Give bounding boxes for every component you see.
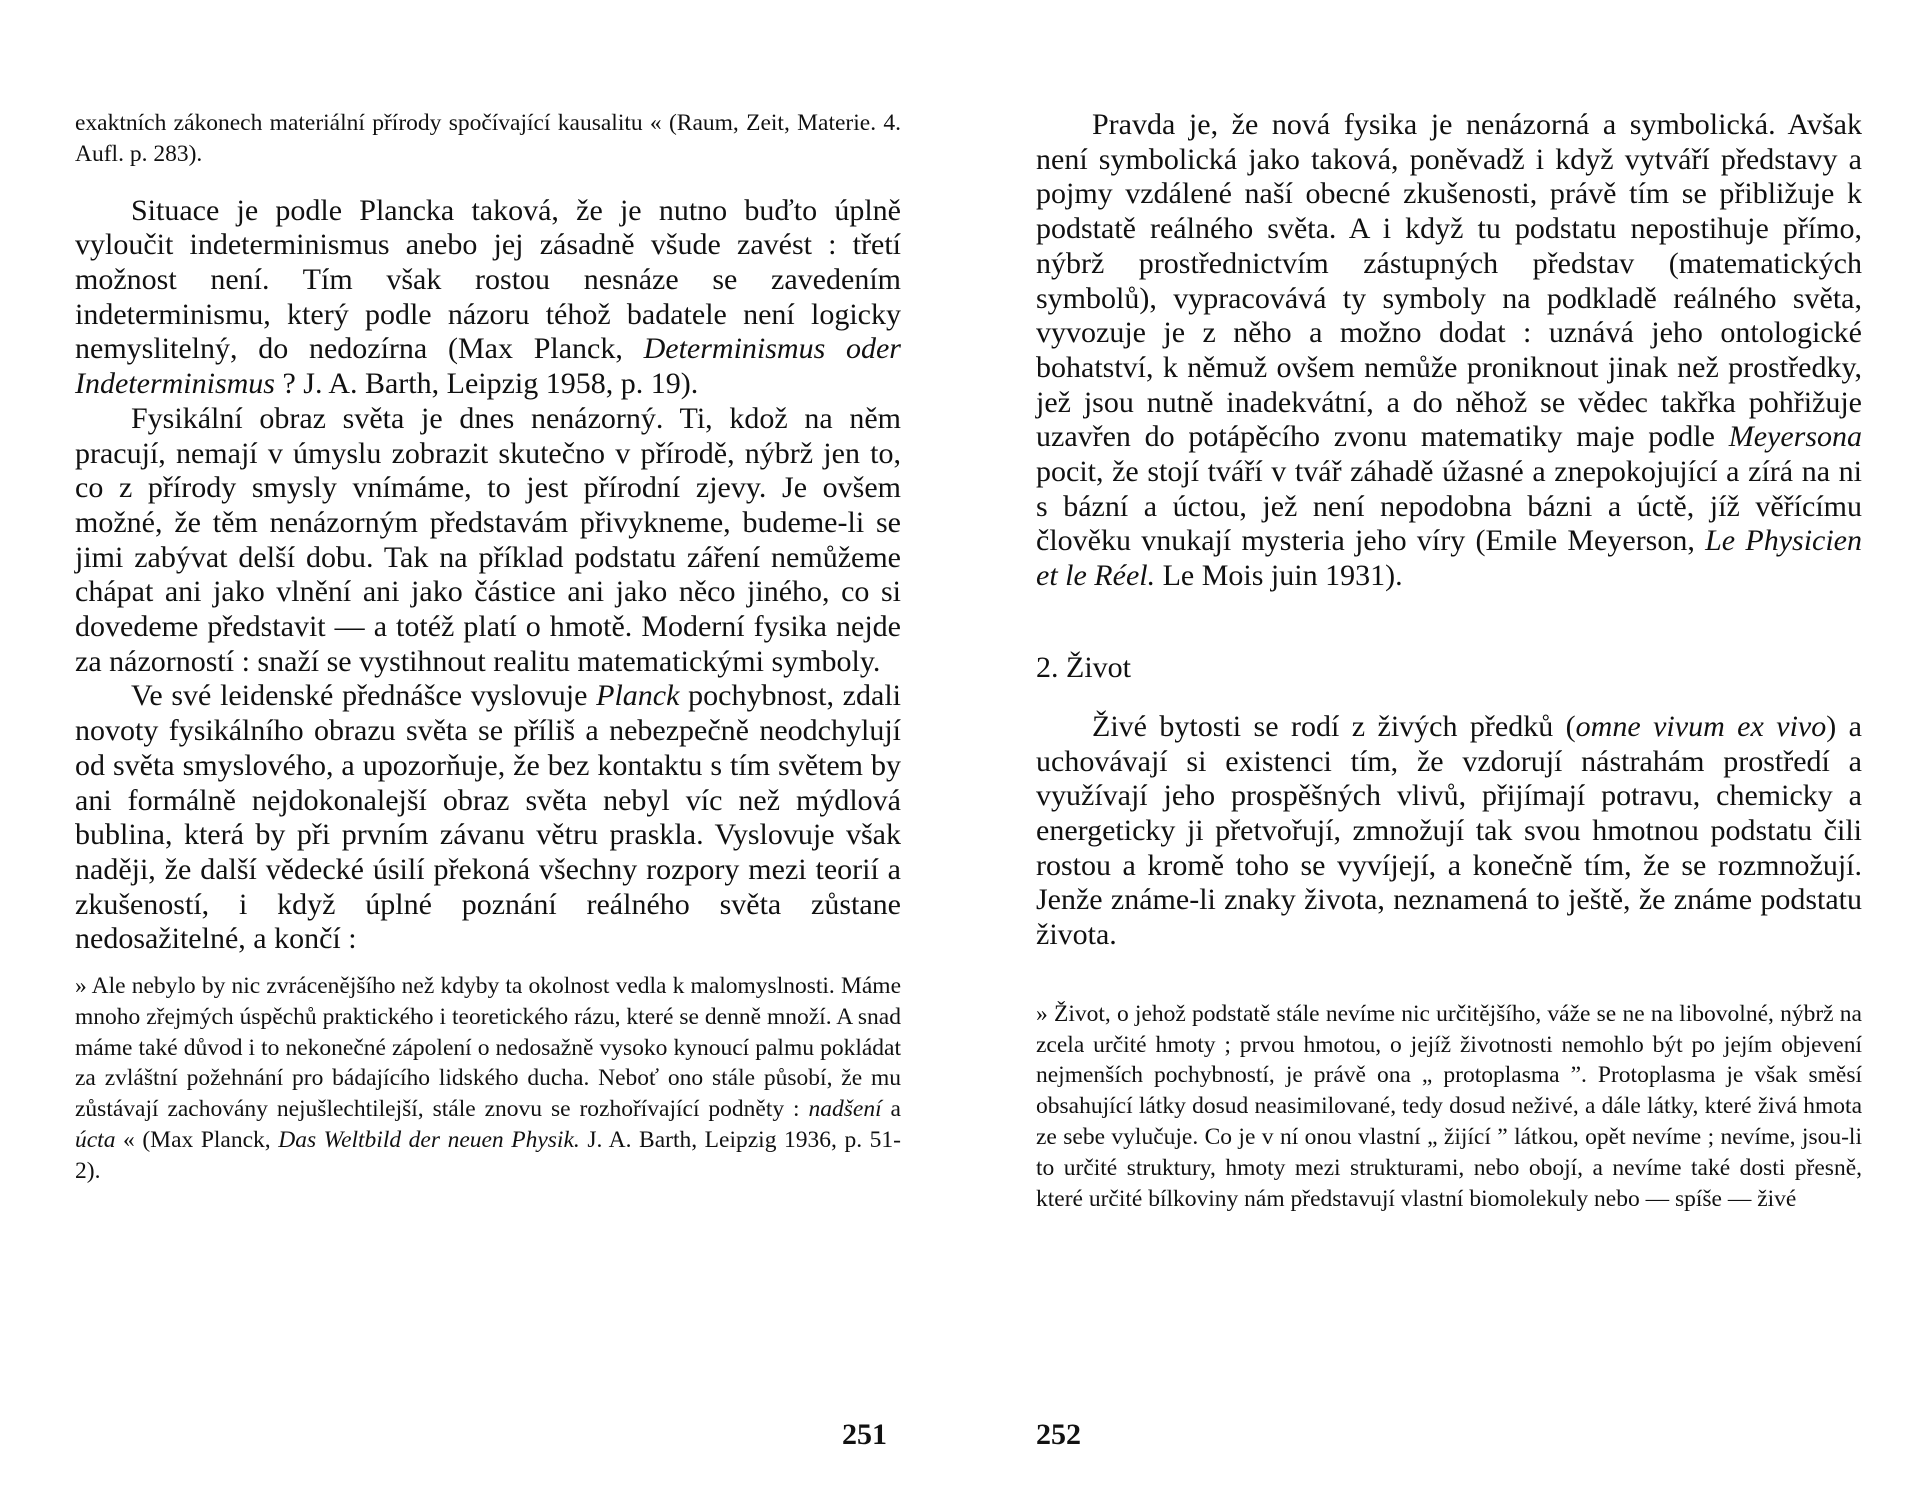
paragraph-text: Fysikální obraz světa je dnes nenázorný. Ti, kdož na něm pracují, nemají v úmyslu zobrazit skutečno v přírodě, nýbrž jen to, co z přírody smysly vnímáme, to jest přírodní zjevy. Je ovšem možné, že těm nenázorným představám přivykneme, budeme-li se jimi zabývat delší dobu. Tak na příklad podstatu záření nemůžeme chápat ani jako vlnění ani jako částice ani jako něco jiného, co si dovedeme představit — a totéž platí o hmotě. Moderní fysika nejde za názorností : snaží se vystihnout realitu matematickými symboly. [75, 401, 901, 678]
paragraph-text: ) a uchovávají si existenci tím, že vzdorují nástrahám prostředí a využívají jeho prospěšných vlivů, přijímají potravu, chemicky a energeticky ji přetvořují, zmnožují tak svou hmotnou podstatu čili rostou a kromě toho se vyvíjejí, a konečně tím, že se rozmnožují. Jenže známe-li znaky života, neznamená to ještě, že známe podstatu života. [1036, 709, 1862, 952]
left-text-column [75, 108, 901, 1187]
paragraph-determinism [75, 194, 901, 402]
page-number: 252 [1036, 1418, 1081, 1451]
book-title: Das Weltbild der neuen Physik. [278, 1127, 580, 1154]
emphasis-word: nadšení [808, 1096, 882, 1123]
quote-text: a [881, 1096, 901, 1123]
paragraph-text: pochybnost, zdali novoty fysikálního obrazu světa se příliš a nebezpečně neodchylují od světa smyslového, a upozorňuje, že bez kontaktu s tím světem by ani formálně nejdokonalejší obraz světa nebyl víc než mýdlová bublina, která by při prvním závanu větru praskla. Vyslovuje však naději, že další vědecké úsilí překoná všechny rozpory mezi teorií a zkušeností, i když úplné poznání reálného světa zůstane nedosažitelné, a končí : [75, 679, 901, 956]
quote-text: » Život, o jehož podstatě stále nevíme nic určitějšího, váže se ne na libovolné, nýbrž na zcela určité hmoty ; prvou hmotou, o jejíž životnosti nemohlo být po jejím objevení nejmenších pochybností, je právě ona „ protoplasma ”. Protoplasma je však směsí obsahující látky dosud neasimilované, tedy dosud neživé, a dále látky, které živá hmota ze sebe vylučuje. Co je v ní onou vlastní „ žijící ” látkou, opět nevíme ; nevíme, jsou-li to určité struktury, hmoty mezi strukturami, nebo obojí, a nevíme také dosti přesně, které určité bílkoviny nám představují vlastní biomolekuly nebo — spíše — živé [1036, 1000, 1862, 1212]
quote-continuation [75, 108, 901, 170]
section-heading: 2. Život [1036, 650, 1131, 684]
paragraph-text: pocit, že stojí tváří v tvář záhadě úžasné a znepokojující a zírá na ni s bázní a úctou, jež není nepodobna bázni a úctě, jíž věřícímu člověku vnukají mysteria jeho víry (Emile Meyerson, [1036, 455, 1862, 558]
quote-text: » Ale nebylo by nic zvrácenějšího než kdyby ta okolnost vedla k malomyslnosti. Máme mnoho zřejmých úspěchů praktického i teoretického rázu, které se denně množí. A snad máme také důvod i to nekonečné zápolení o nedosažně vysoko kynoucí palmu pokládat za zvláštní požehnání pro bádajícího lidského ducha. Neboť ono stále působí, že mu zůstávají zachovány nejušlechtilejší, stále znovu se rozhořívající podněty : [75, 973, 901, 1123]
right-text-column [1036, 108, 1862, 1214]
book-title: Le Physicien et le Réel. [1036, 524, 1862, 593]
paragraph-physical-image [75, 402, 901, 680]
paragraph-text: Pravda je, že nová fysika je nenázorná a symbolická. Avšak není symbolická jako taková, poněvadž i když vytváří představy a pojmy vzdálené naší obecné zkušenosti, právě tím se přibližuje k podstatě reálného světa. A i když tu podstatu nepostihuje přímo, nýbrž prostřednictvím zástupných představ (matematických symbolů), vypracovává ty symboly na podkladě reálného světa, vyvozuje je z něho a možno dodat : uznává jeho ontologické bohatství, k němuž ovšem nemůže proniknout jinak než prostředky, jež jsou nutně inadekvátní, a do něhož se vědec takřka pohřižuje uzavřen do potápěcího zvonu matematiky maje podle [1036, 108, 1862, 454]
paragraph-symbolic-physics [1036, 108, 1862, 594]
book-title: Determinismus oder Indeterminismus [75, 332, 901, 401]
author-name: Meyersona [1728, 420, 1862, 454]
latin-phrase: omne vivum ex vivo [1575, 709, 1827, 743]
planck-quote [75, 971, 901, 1187]
quote-text: « (Max Planck, [115, 1127, 279, 1154]
citation-text: ? J. A. Barth, Leipzig 1958, p. 19). [274, 367, 699, 401]
paragraph-text: Živé bytosti se rodí z živých předků ( [1092, 709, 1576, 743]
paragraph-text: Situace je podle Plancka taková, že je nutno buďto úplně vyloučit indeterminismus anebo jej zásadně všude zavést : třetí možnost není. Tím však rostou nesnáze se zavedením indeterminismu, který podle názoru téhož badatele není logicky nemyslitelný, do nedozírna (Max Planck, [75, 193, 901, 366]
citation-text: J. A. Barth, Leipzig 1936, p. 51-2). [75, 1127, 901, 1184]
paragraph-text: Ve své leidenské přednášce vyslovuje [131, 679, 597, 713]
paragraph-leiden-lecture [75, 679, 901, 957]
author-name: Planck [596, 679, 680, 713]
emphasis-word: úcta [75, 1127, 116, 1154]
quote-continuation-text: exaktních zákonech materiální přírody spočívající kausalitu « (Raum, Zeit, Materie. 4. Aufl. p. 283). [75, 110, 901, 167]
right-page [959, 0, 1918, 1500]
protoplasm-quote [1036, 999, 1862, 1215]
paragraph-life [1036, 710, 1862, 953]
page-number: 251 [842, 1418, 887, 1451]
citation-text: Le Mois juin 1931). [1155, 559, 1403, 593]
